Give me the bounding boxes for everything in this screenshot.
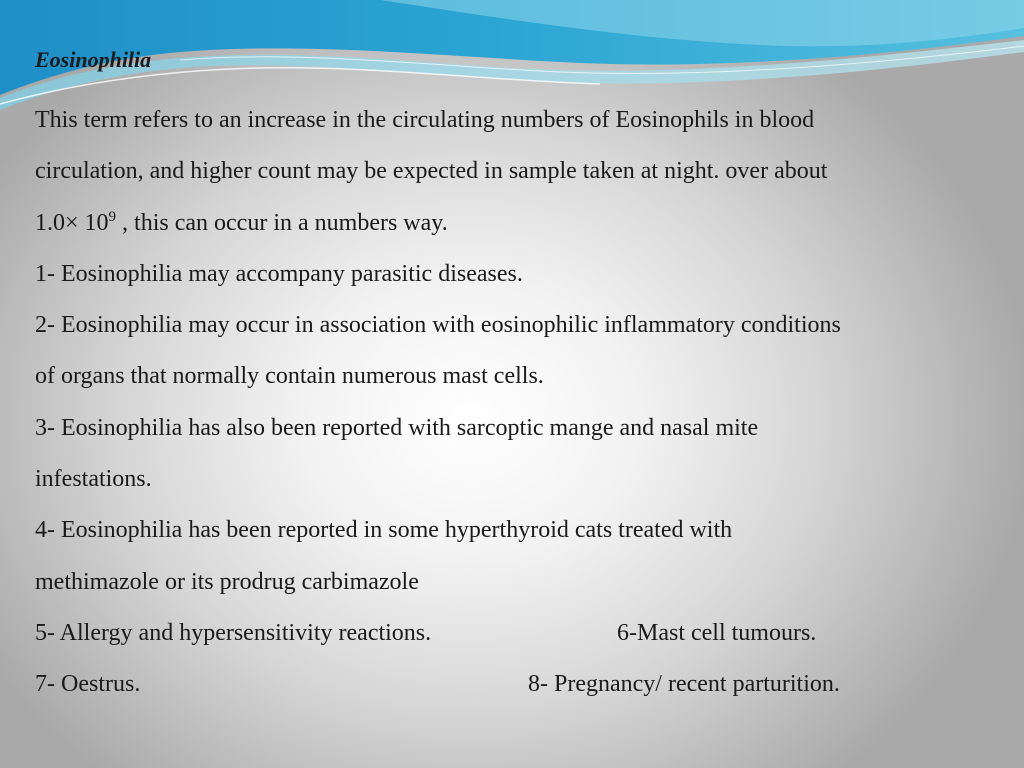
list-item-3-line-2: infestations. <box>35 466 152 493</box>
list-row-5-6 <box>35 608 1010 659</box>
slide-title: Eosinophilia <box>35 47 152 72</box>
list-item-5: 5- Allergy and hypersensitivity reactions. <box>35 619 432 646</box>
intro-line-3 <box>35 198 1010 249</box>
list-row-7-8 <box>35 659 1010 710</box>
list-item-2-line-2: of organs that normally contain numerous mast cells. <box>35 363 544 390</box>
intro-line-2: circulation, and higher count may be expected in sample taken at night. over about <box>35 158 828 185</box>
list-item-2-line-1: 2- Eosinophilia may occur in association with eosinophilic inflammatory conditions <box>35 312 841 339</box>
list-item-4-line-2: methimazole or its prodrug carbimazole <box>35 568 419 595</box>
list-item-3-line-1: 3- Eosinophilia has also been reported with sarcoptic mange and nasal mite <box>35 414 759 441</box>
count-exponent: 9 <box>108 208 117 225</box>
count-value: 1.0× 10 <box>35 209 109 236</box>
list-item-1: 1- Eosinophilia may accompany parasitic diseases. <box>35 260 523 287</box>
list-item-4-line-1: 4- Eosinophilia has been reported in some hyperthyroid cats treated with <box>35 517 733 544</box>
slide-content <box>35 44 1010 711</box>
list-item-7: 7- Oestrus. <box>35 671 141 698</box>
intro-line-3-suffix: , this can occur in a numbers way. <box>116 209 448 236</box>
list-item-6: 6-Mast cell tumours. <box>617 619 817 646</box>
intro-line-1: This term refers to an increase in the circulating numbers of Eosinophils in blood <box>35 107 815 133</box>
list-item-8: 8- Pregnancy/ recent parturition. <box>528 671 840 698</box>
